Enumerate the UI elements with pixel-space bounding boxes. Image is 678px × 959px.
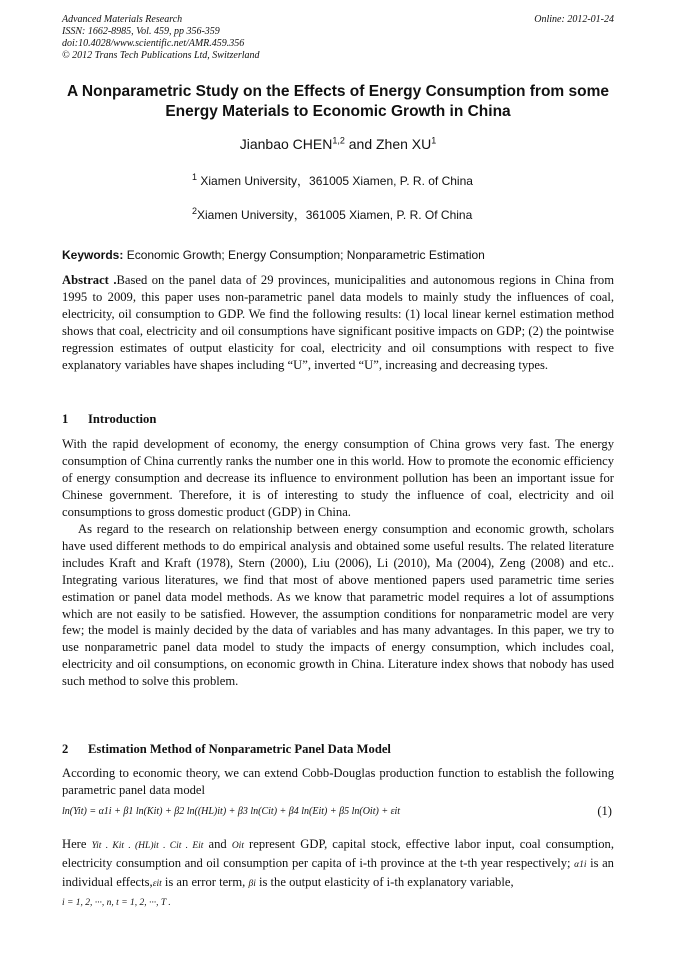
paper-title: A Nonparametric Study on the Effects of Energy Consumption from some Energy Materials to Economic Growth in China (67, 83, 609, 120)
author-2-affil: 1 (431, 135, 437, 146)
equation-body: ln(Yit) = α1i + β1 ln(Kit) + β2 ln((HL)it) + β3 ln(Cit) + β4 ln(Eit) + β5 ln(Oit) + εit (62, 806, 401, 817)
affiliation-2: $^2$Xiamen University，361005 Xiamen, P. R. Of China (192, 206, 473, 222)
equation-1 (62, 806, 614, 826)
index-range: i = 1, 2, ···, n, t = 1, 2, ···, T . (62, 897, 171, 908)
online-date: Online: 2012-01-24 (534, 14, 614, 25)
equation-number: (1) (597, 804, 612, 818)
var-oit: Oit (231, 841, 244, 851)
section-1-heading: 1 Introduction (62, 412, 157, 426)
issn: ISSN: 1662-8985, Vol. 459, pp 356-359 (62, 26, 220, 37)
journal-header (62, 14, 260, 62)
abstract (62, 272, 614, 373)
method-paragraph-1: According to economic theory, we can extend Cobb-Douglas production function to establish the following parametric panel data model (62, 766, 614, 797)
copyright: © 2012 Trans Tech Publications Ltd, Switzerland (62, 50, 260, 61)
var-alpha: α1i (574, 859, 587, 870)
author-1: Jianbao CHEN (239, 136, 333, 152)
journal-name: Advanced Materials Research (62, 14, 183, 25)
authors (62, 136, 614, 152)
doi: doi:10.4028/www.scientific.net/AMR.459.356 (62, 38, 245, 49)
var-beta: βi (248, 878, 256, 889)
intro-paragraph-1: With the rapid development of economy, the energy consumption of China grows very fast. The energy consumption of China currently ranks the number one in this world. How to promote the economic efficiency of energy consumption and decrease its influence to environment pollution has been an important issue for Chinese government. Therefore, it is of interesting to study the influence of coal, electricity and oil consumptions to gross domestic product (GDP) in China. (62, 437, 615, 519)
keywords-label: Keywords: (62, 248, 124, 262)
keywords (62, 248, 614, 262)
intro-paragraph-2: As regard to the research on relationship between energy consumption and economic growth, scholars have used different methods to do empirical analysis and obtained some useful results. The related literature includes Kraft and Kraft (1978), Stern (2000), Liu (2006), Li (2010), Ma (2004), Zeng (2008) and etc.. Integrating various literatures, we find that most of above mentioned papers used parametric time series estimation or panel data model methods. As we know that parametric model requires a lot of assumptions which are not easily to be satisfied. However, the assumption conditions for nonparametric model are very few; the model is mainly decided by the data of variables and has many advantages. In this paper, we try to use nonparametric panel data model to study the impacts of energy consumption, which includes coal, electricity and oil consumptions, on economic growth in China. Literature index shows that nobody has used such method to solve this problem. (62, 522, 614, 689)
keywords-text: Economic Growth; Energy Consumption; Nonparametric Estimation (123, 248, 485, 262)
author-2: and Zhen XU (344, 136, 432, 152)
affiliation-1: $^1$ Xiamen University，361005 Xiamen, P. R. of China (192, 172, 473, 188)
var-epsilon: εit (152, 878, 162, 889)
abstract-label: Abstract . (62, 273, 117, 287)
abstract-text: Based on the panel data of 29 provinces, municipalities and autonomous regions in China from 1995 to 2009, this paper uses non-parametric panel data models to mainly study the influences of coal, electricity, oil consumption to GDP. We find the following results: (1) local linear kernel estimation method shows that coal, electricity and oil consumptions have significant positive impacts on GDP; (2) the pointwise regression estimates of output elasticity for coal, electricity and oil consumptions with respect to five explanatory variables have shapes including “U”, inverted “U”, increasing and decreasing types. (62, 273, 614, 372)
author-1-affil: 1,2 (332, 135, 345, 146)
var-list: Yit . Kit . (HL)it . Cit . Eit (91, 841, 204, 851)
method-paragraph-2: Here Yit . Kit . (HL)it . Cit . Eit and Oit represent GDP, capital stock, effective labor input, coal consumption, electricity consumption and oil consumption per capita of i-th province at the t-th year respectively; α1i is an individual effects,εit is an error term, βi is the output elasticity of i-th explanatory variable, i = 1, 2, ···, n, t = 1, 2, ···, T . (62, 837, 614, 908)
section-2-heading: 2 Estimation Method of Nonparametric Panel Data Model (62, 742, 391, 756)
